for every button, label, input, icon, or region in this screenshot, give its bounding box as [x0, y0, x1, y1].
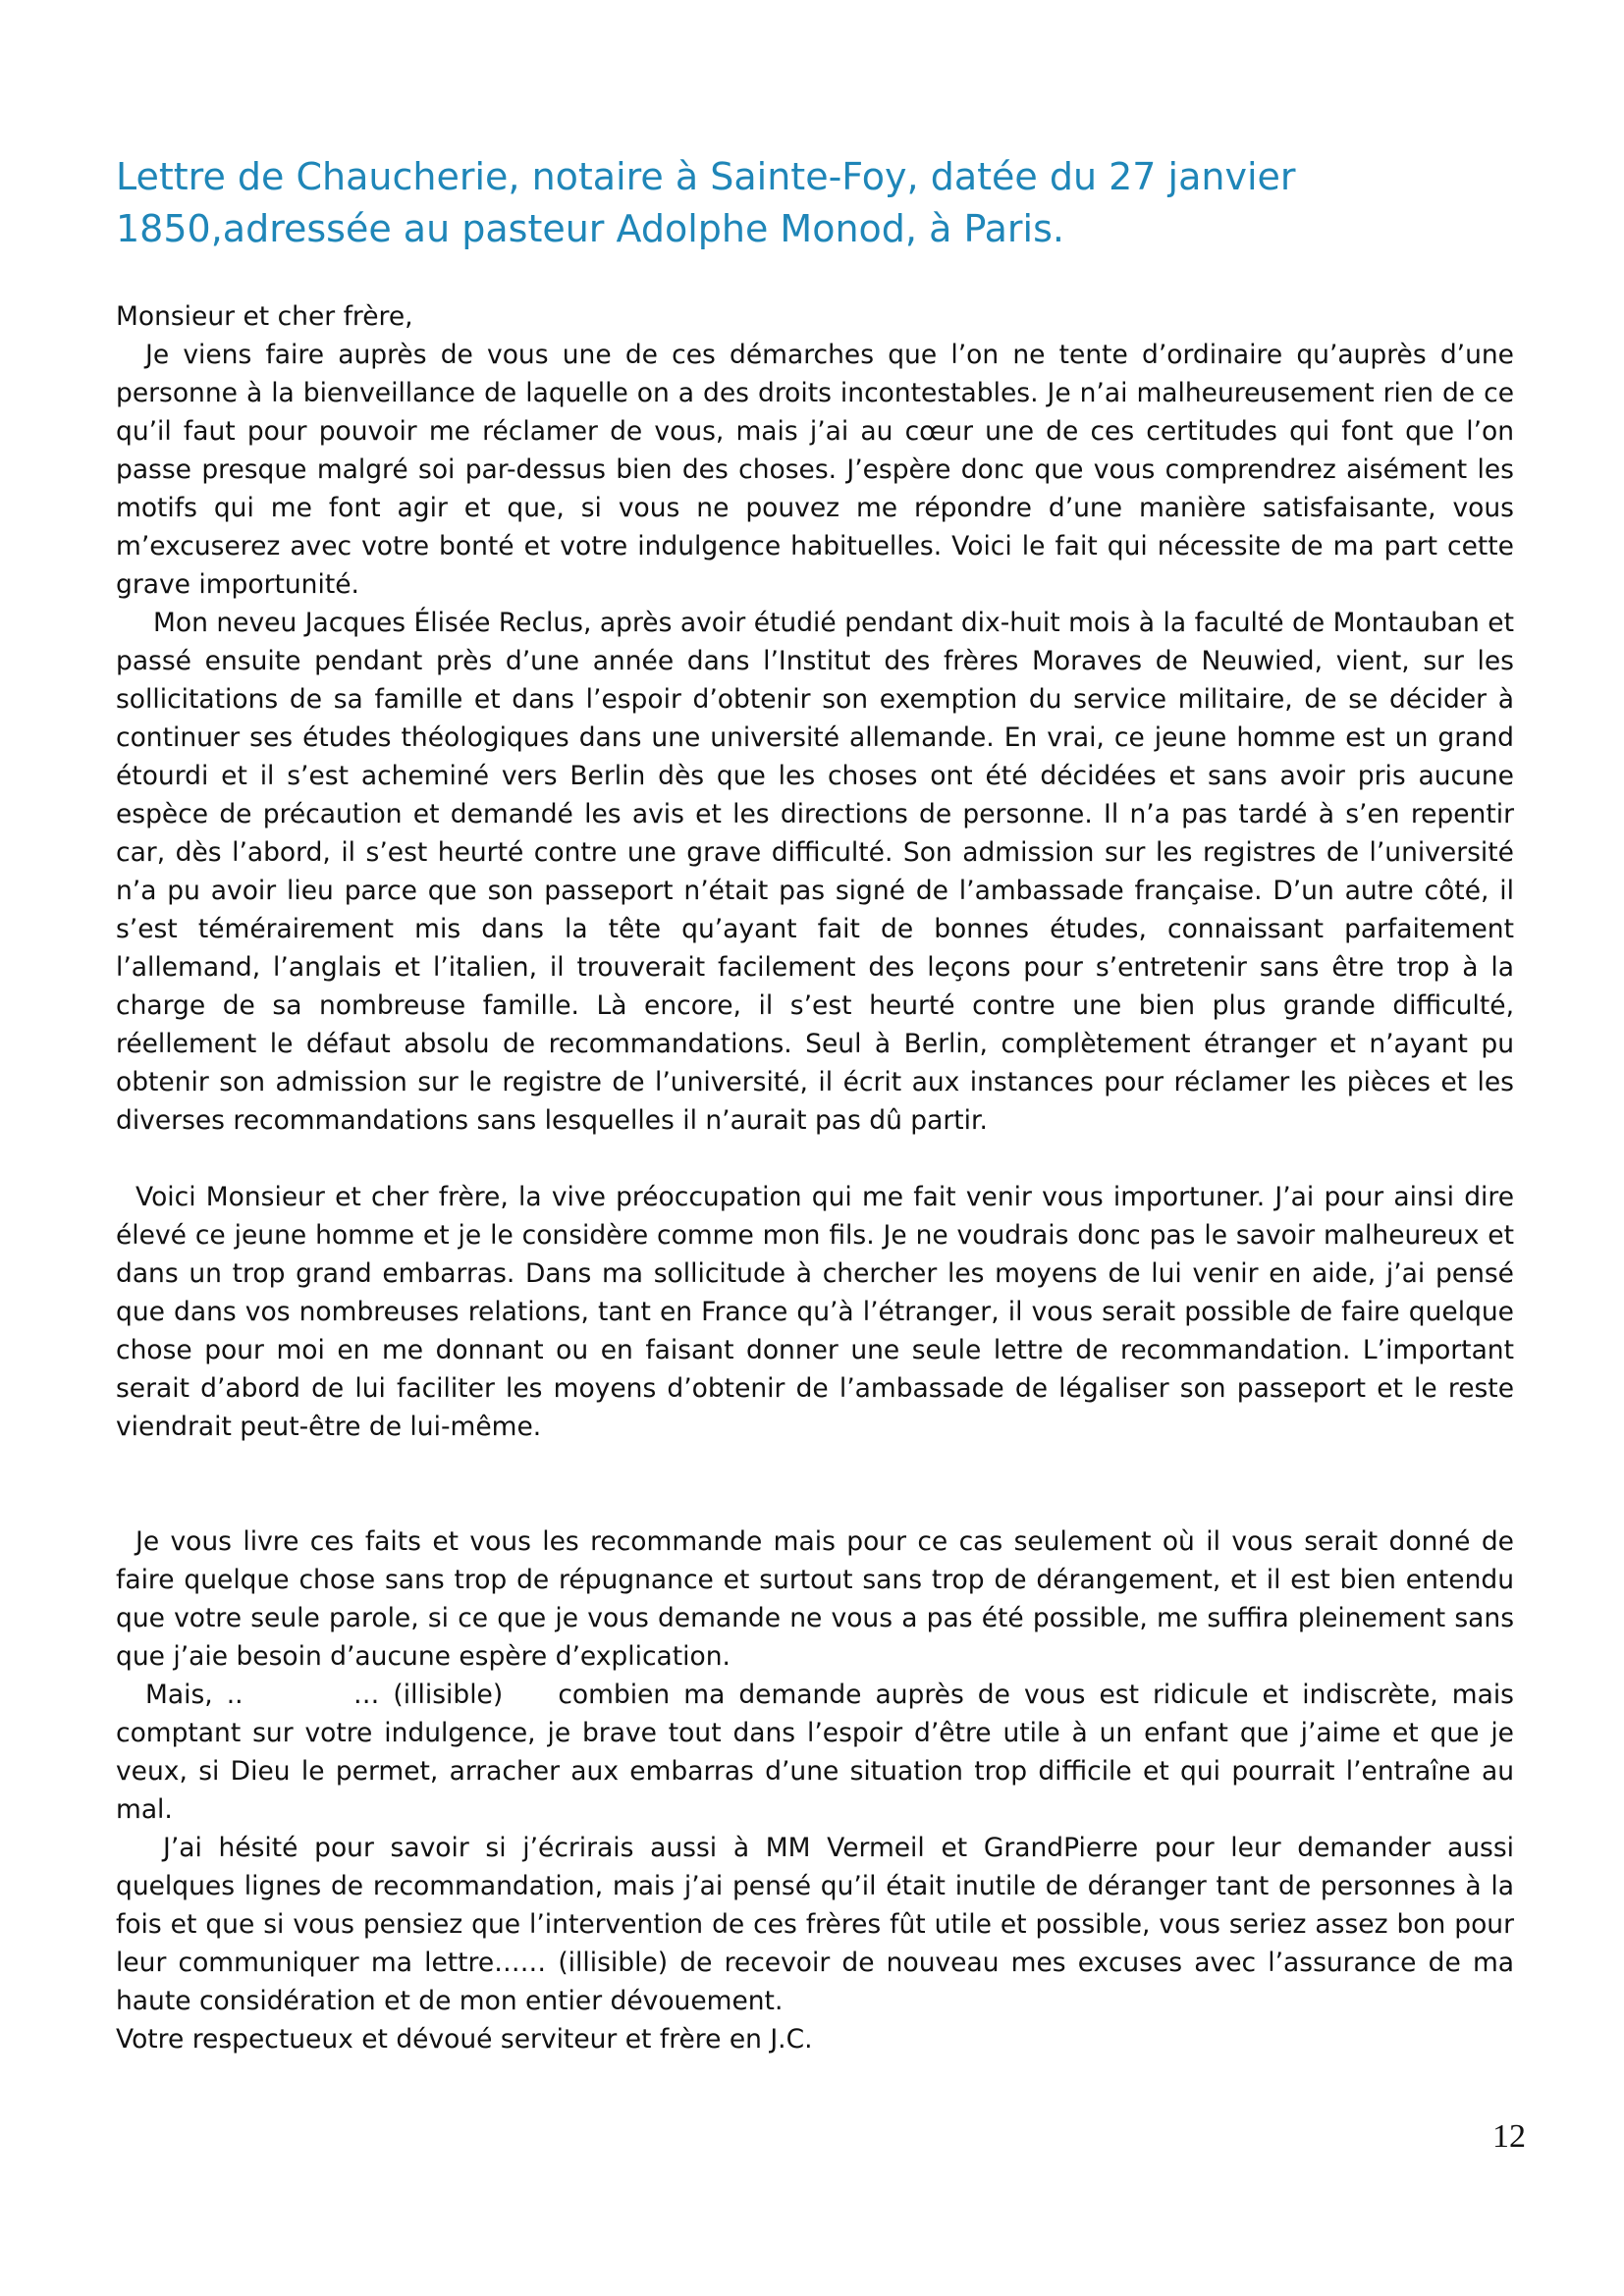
- page-number: 12: [1492, 2118, 1526, 2155]
- title-line-2: 1850,adressée au pasteur Adolphe Monod, à Paris.: [116, 207, 1064, 250]
- paragraph-3: Voici Monsieur et cher frère, la vive préoccupation qui me fait venir vous importuner. J’ai pour ainsi dire élevé ce jeune homme et je le considère comme mon fils. Je ne voudrais donc pas le savoir malheureux et dans un trop grand embarras. Dans ma sollicitude à chercher les moyens de lui venir en aide, j’ai pensé que dans vos nombreuses relations, tant en France qu’à l’étranger, il vous serait possible de faire quelque chose pour moi en me donnant ou en faisant donner une seule lettre de recommandation. L’important serait d’abord de lui faciliter les moyens d’obtenir de l’ambassade de légaliser son passeport et le reste viendrait peut-être de lui-même.: [116, 1182, 1514, 1442]
- paragraph-4: Je vous livre ces faits et vous les recommande mais pour ce cas seulement où il vous serait donné de faire quelque chose sans trop de répugnance et surtout sans trop de dérangement, et il est bien entendu que votre seule parole, si ce que je vous demande ne vous a pas été possible, me suffira pleinement sans que j’aie besoin d’aucune espère d’explication.: [116, 1526, 1514, 1672]
- letter-title: [116, 151, 1490, 255]
- salutation: Monsieur et cher frère,: [116, 301, 413, 332]
- paragraph-spacer: [116, 1446, 1514, 1522]
- paragraph-1: Je viens faire auprès de vous une de ces démarches que l’on ne tente d’ordinaire qu’auprès d’une personne à la bienveillance de laquelle on a des droits incontestables. Je n’ai malheureusement rien de ce qu’il faut pour pouvoir me réclamer de vous, mais j’ai au cœur une de ces certitudes qui font que l’on passe presque malgré soi par-dessus bien des choses. J’espère donc que vous comprendrez aisément les motifs qui me font agir et que, si vous ne pouvez me répondre d’une manière satisfaisante, vous m’excuserez avec votre bonté et votre indulgence habituelles. Voici le fait qui nécessite de ma part cette grave importunité.: [116, 340, 1514, 600]
- signature: Votre respectueux et dévoué serviteur et frère en J.C.: [116, 2024, 813, 2055]
- paragraph-2: Mon neveu Jacques Élisée Reclus, après avoir étudié pendant dix-huit mois à la faculté de Montauban et passé ensuite pendant près d’une année dans l’Institut des frères Moraves de Neuwied, vient, sur les sollicitations de sa famille et dans l’espoir d’obtenir son exemption du service militaire, de se décider à continuer ses études théologiques dans une université allemande. En vrai, ce jeune homme est un grand étourdi et il s’est acheminé vers Berlin dès que les choses ont été décidées et sans avoir pris aucune espèce de précaution et demandé les avis et les directions de personne. Il n’a pas tardé à s’en repentir car, dès l’abord, il s’est heurté contre une grave difficulté. Son admission sur les registres de l’université n’a pu avoir lieu parce que son passeport n’était pas signé de l’ambassade française. D’un autre côté, il s’est témérairement mis dans la tête qu’ayant fait de bonnes études, connaissant parfaitement l’allemand, l’anglais et l’italien, il trouverait facilement des leçons pour s’entretenir sans être trop à la charge de sa nombreuse famille. Là encore, il s’est heurté contre une bien plus grande difficulté, réellement le défaut absolu de recommandations. Seul à Berlin, complètement étranger et n’ayant pu obtenir son admission sur le registre de l’université, il écrit aux instances pour réclamer les pièces et les diverses recommandations sans lesquelles il n’aurait pas dû partir.: [116, 608, 1514, 1136]
- paragraph-spacer: [116, 1140, 1514, 1178]
- title-line-1: Lettre de Chaucherie, notaire à Sainte-Foy, datée du 27 janvier: [116, 155, 1296, 198]
- paragraph-6: J’ai hésité pour savoir si j’écrirais aussi à MM Vermeil et GrandPierre pour leur demander aussi quelques lignes de recommandation, mais j’ai pensé qu’il était inutile de déranger tant de personnes à la fois et que si vous pensiez que l’intervention de ces frères fût utile et possible, vous seriez assez bon pour leur communiquer ma lettre…… (illisible) de recevoir de nouveau mes excuses avec l’assurance de ma haute considération et de mon entier dévouement.: [116, 1833, 1514, 2016]
- letter-body: [116, 297, 1523, 2058]
- paragraph-5: Mais, .. … (illisible) combien ma demande auprès de vous est ridicule et indiscrète, mais comptant sur votre indulgence, je brave tout dans l’espoir d’être utile à un enfant que j’aime et que je veux, si Dieu le permet, arracher aux embarras d’une situation trop difficile et qui pourrait l’entraîne au mal.: [116, 1680, 1523, 1825]
